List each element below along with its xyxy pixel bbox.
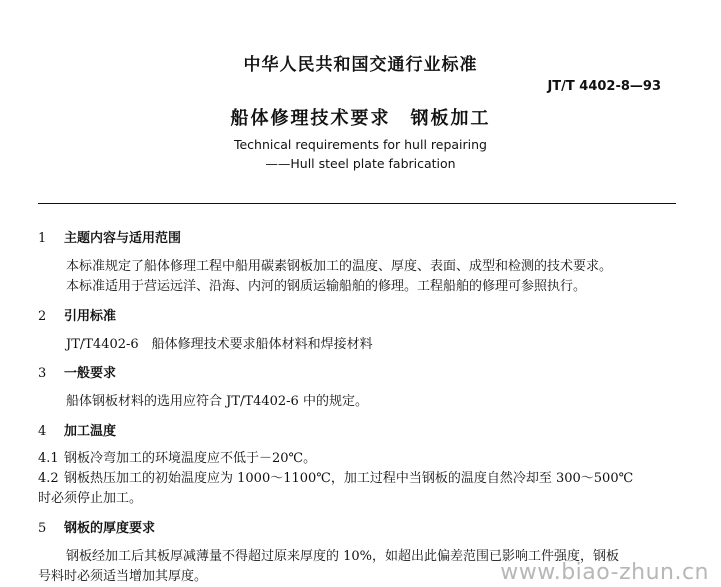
item-text: 钢板冷弯加工的环境温度应不低于－20℃。	[64, 451, 317, 466]
section-2-heading	[38, 305, 116, 324]
section-number: 2	[38, 309, 47, 324]
item-text: 钢板热压加工的初始温度应为 1000～1100℃，加工过程中当钢板的温度自然冷却至 300～500℃	[64, 471, 634, 486]
section-title: 钢板的厚度要求	[64, 521, 156, 536]
section-4-item-2	[38, 467, 633, 486]
item-number: 4.2	[38, 471, 59, 486]
section-4-item-2-continued: 时必须停止加工。	[38, 491, 143, 506]
section-title: 加工温度	[64, 424, 117, 439]
section-4-heading	[38, 420, 116, 439]
section-number: 4	[38, 424, 47, 439]
section-1-paragraph-1: 本标准规定了船体修理工程中船用碳素钢板加工的温度、厚度、表面、成型和检测的技术要求。	[66, 259, 613, 274]
section-5-heading	[38, 517, 155, 536]
site-watermark: www.biao-zhun.cn	[500, 560, 709, 585]
section-1-heading	[38, 227, 181, 246]
section-number: 1	[38, 231, 47, 246]
section-5-paragraph-1: 钢板经加工后其板厚减薄量不得超过原来厚度的 10%，如超出此偏差范围已影响工件强度，钢板	[66, 549, 620, 564]
section-3-heading	[38, 362, 116, 381]
section-title: 一般要求	[64, 366, 117, 381]
section-number: 5	[38, 521, 47, 536]
standard-code: JT/T 4402-8—93	[547, 79, 661, 94]
section-3-paragraph: 船体钢板材料的选用应符合 JT/T4402-6 中的规定。	[66, 394, 368, 409]
section-title: 引用标准	[64, 309, 117, 324]
standard-org-title: 中华人民共和国交通行业标准	[243, 55, 478, 75]
item-number: 4.1	[38, 451, 59, 466]
document-title: 船体修理技术要求 钢板加工	[230, 108, 491, 129]
section-5-paragraph-2: 号料时必须适当增加其厚度。	[38, 569, 208, 584]
english-title: Technical requirements for hull repairing	[233, 137, 487, 152]
english-subtitle: ——Hull steel plate fabrication	[265, 156, 456, 171]
section-number: 3	[38, 366, 47, 381]
section-4-item-1	[38, 447, 316, 466]
header-divider	[38, 203, 676, 204]
section-1-paragraph-2: 本标准适用于营运远洋、沿海、内河的钢质运输船舶的修理。工程船舶的修理可参照执行。	[66, 279, 587, 294]
section-2-reference: JT/T4402-6 船体修理技术要求船体材料和焊接材料	[66, 337, 373, 352]
section-title: 主题内容与适用范围	[64, 231, 182, 246]
